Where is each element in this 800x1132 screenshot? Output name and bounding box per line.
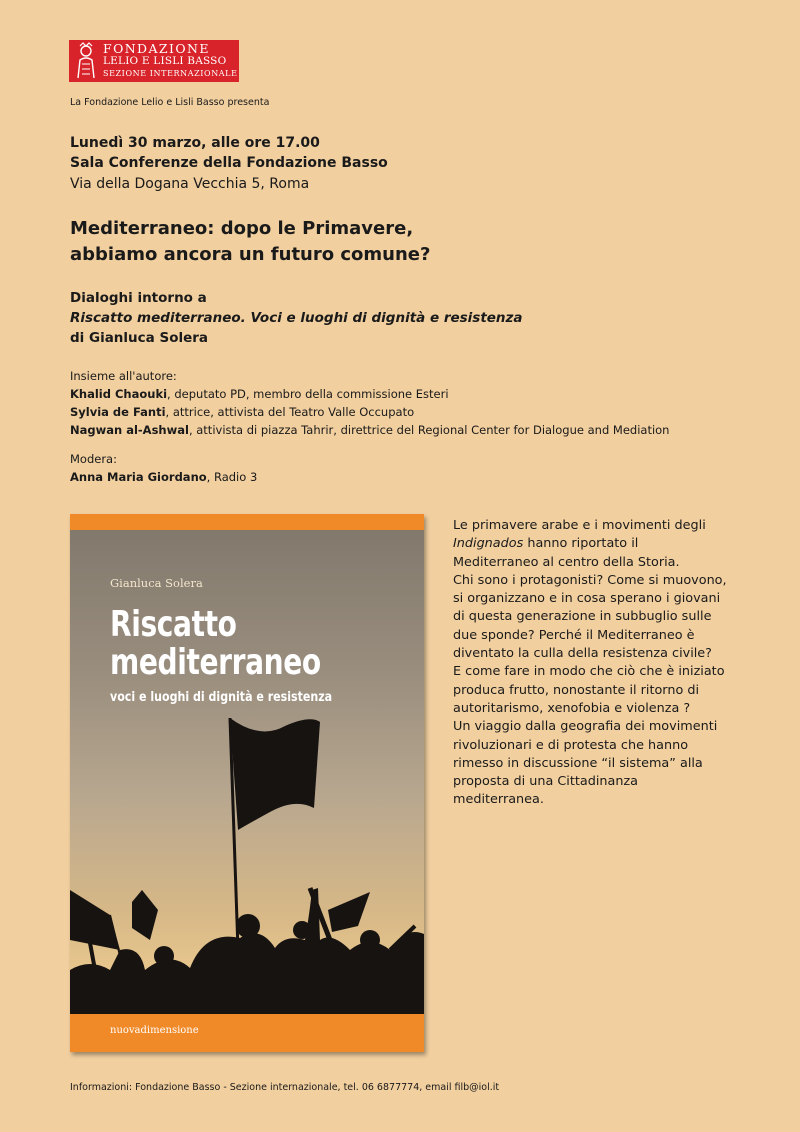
guest-name: Sylvia de Fanti: [70, 405, 166, 419]
desc-line: [453, 535, 758, 553]
cover-publisher: nuovadimensione: [110, 1025, 199, 1036]
guest-item: [70, 403, 669, 421]
cover-subtitle: voci e luoghi di dignità e resistenza: [110, 690, 333, 705]
event-address: Via della Dogana Vecchia 5, Roma: [70, 176, 310, 192]
desc-line: E come fare in modo che ciò che è iniziato: [453, 664, 725, 680]
event-date: Lunedì 30 marzo, alle ore 17.00: [70, 135, 320, 151]
title-line-2: abbiamo ancora un futuro comune?: [70, 244, 431, 265]
desc-line: Mediterraneo al centro della Storia.: [453, 554, 680, 570]
desc-line: autoritarismo, xenofobia e violenza ?: [453, 700, 691, 716]
cover-title-2: mediterraneo: [110, 642, 321, 683]
event-title: [70, 216, 430, 268]
desc-line: di questa generazione in subbuglio sulle: [453, 609, 712, 625]
cover-top-stripe: [70, 514, 424, 530]
moderator-line: [70, 468, 257, 486]
book-title: Riscatto mediterraneo. Voci e luoghi di dignità e resistenza: [70, 310, 523, 326]
logo-line-3: SEZIONE INTERNAZIONALE: [103, 69, 238, 78]
guests-block: [70, 367, 669, 439]
logo-figure-icon: [69, 40, 103, 82]
guest-item: [70, 385, 669, 403]
protest-silhouette-icon: [70, 530, 424, 1014]
desc-line: rimesso in discussione “il sistema” alla: [453, 755, 703, 771]
moderator-name: Anna Maria Giordano: [70, 470, 207, 484]
desc-line: rivoluzionari e di protesta che hanno: [453, 737, 689, 753]
desc-line: proposta di una Cittadinanza: [453, 774, 639, 790]
title-line-1: Mediterraneo: dopo le Primavere,: [70, 218, 414, 239]
desc-line: produca frutto, nonostante il ritorno di: [453, 682, 700, 698]
guest-role: , attivista di piazza Tahrir, direttrice del Regional Center for Dialogue and Mediation: [188, 423, 670, 437]
moderator-role: , Radio 3: [206, 470, 258, 484]
book-author: di Gianluca Solera: [70, 330, 209, 346]
desc-italic: Indignados: [453, 536, 524, 552]
guest-name: Nagwan al-Ashwal: [70, 423, 189, 437]
dialog-block: [70, 288, 523, 348]
logo-line-2: LELIO E LISLI BASSO: [103, 55, 227, 67]
desc-line: si organizzano e in cosa sperano i giovani: [453, 591, 721, 607]
guest-name: Khalid Chaouki: [70, 387, 168, 401]
desc-line: due sponde? Perché il Mediterraneo è: [453, 627, 695, 643]
desc-line: Chi sono i protagonisti? Come si muovono,: [453, 572, 727, 588]
book-cover-image: [70, 514, 424, 1052]
desc-line: Le primavere arabe e i movimenti degli: [453, 518, 706, 533]
guest-role: , deputato PD, membro della commissione Esteri: [167, 387, 449, 401]
presenter-line: La Fondazione Lelio e Lisli Basso presenta: [70, 97, 270, 108]
footer-info: Informazioni: Fondazione Basso - Sezione internazionale, tel. 06 6877774, email filb@iol.it: [70, 1082, 500, 1093]
desc-text: hanno riportato il: [523, 536, 639, 552]
guest-role: , attrice, attivista del Teatro Valle Occupato: [165, 405, 415, 419]
logo-line-1: FONDAZIONE: [103, 41, 210, 56]
event-venue: Sala Conferenze della Fondazione Basso: [70, 155, 388, 171]
desc-line: mediterranea.: [453, 792, 544, 808]
book-description: [453, 517, 758, 810]
desc-line: Un viaggio dalla geografia dei movimenti: [453, 719, 718, 735]
cover-author: Gianluca Solera: [110, 576, 203, 590]
guest-item: [70, 421, 669, 439]
desc-line: diventato la culla della resistenza civile?: [453, 646, 712, 662]
cover-title-1: Riscatto: [110, 604, 237, 645]
guests-heading: Insieme all'autore:: [70, 369, 177, 383]
dialog-intro: Dialoghi intorno a: [70, 290, 207, 306]
moderator-heading: Modera:: [70, 452, 117, 466]
moderator-block: [70, 450, 257, 486]
foundation-logo: [69, 40, 239, 82]
